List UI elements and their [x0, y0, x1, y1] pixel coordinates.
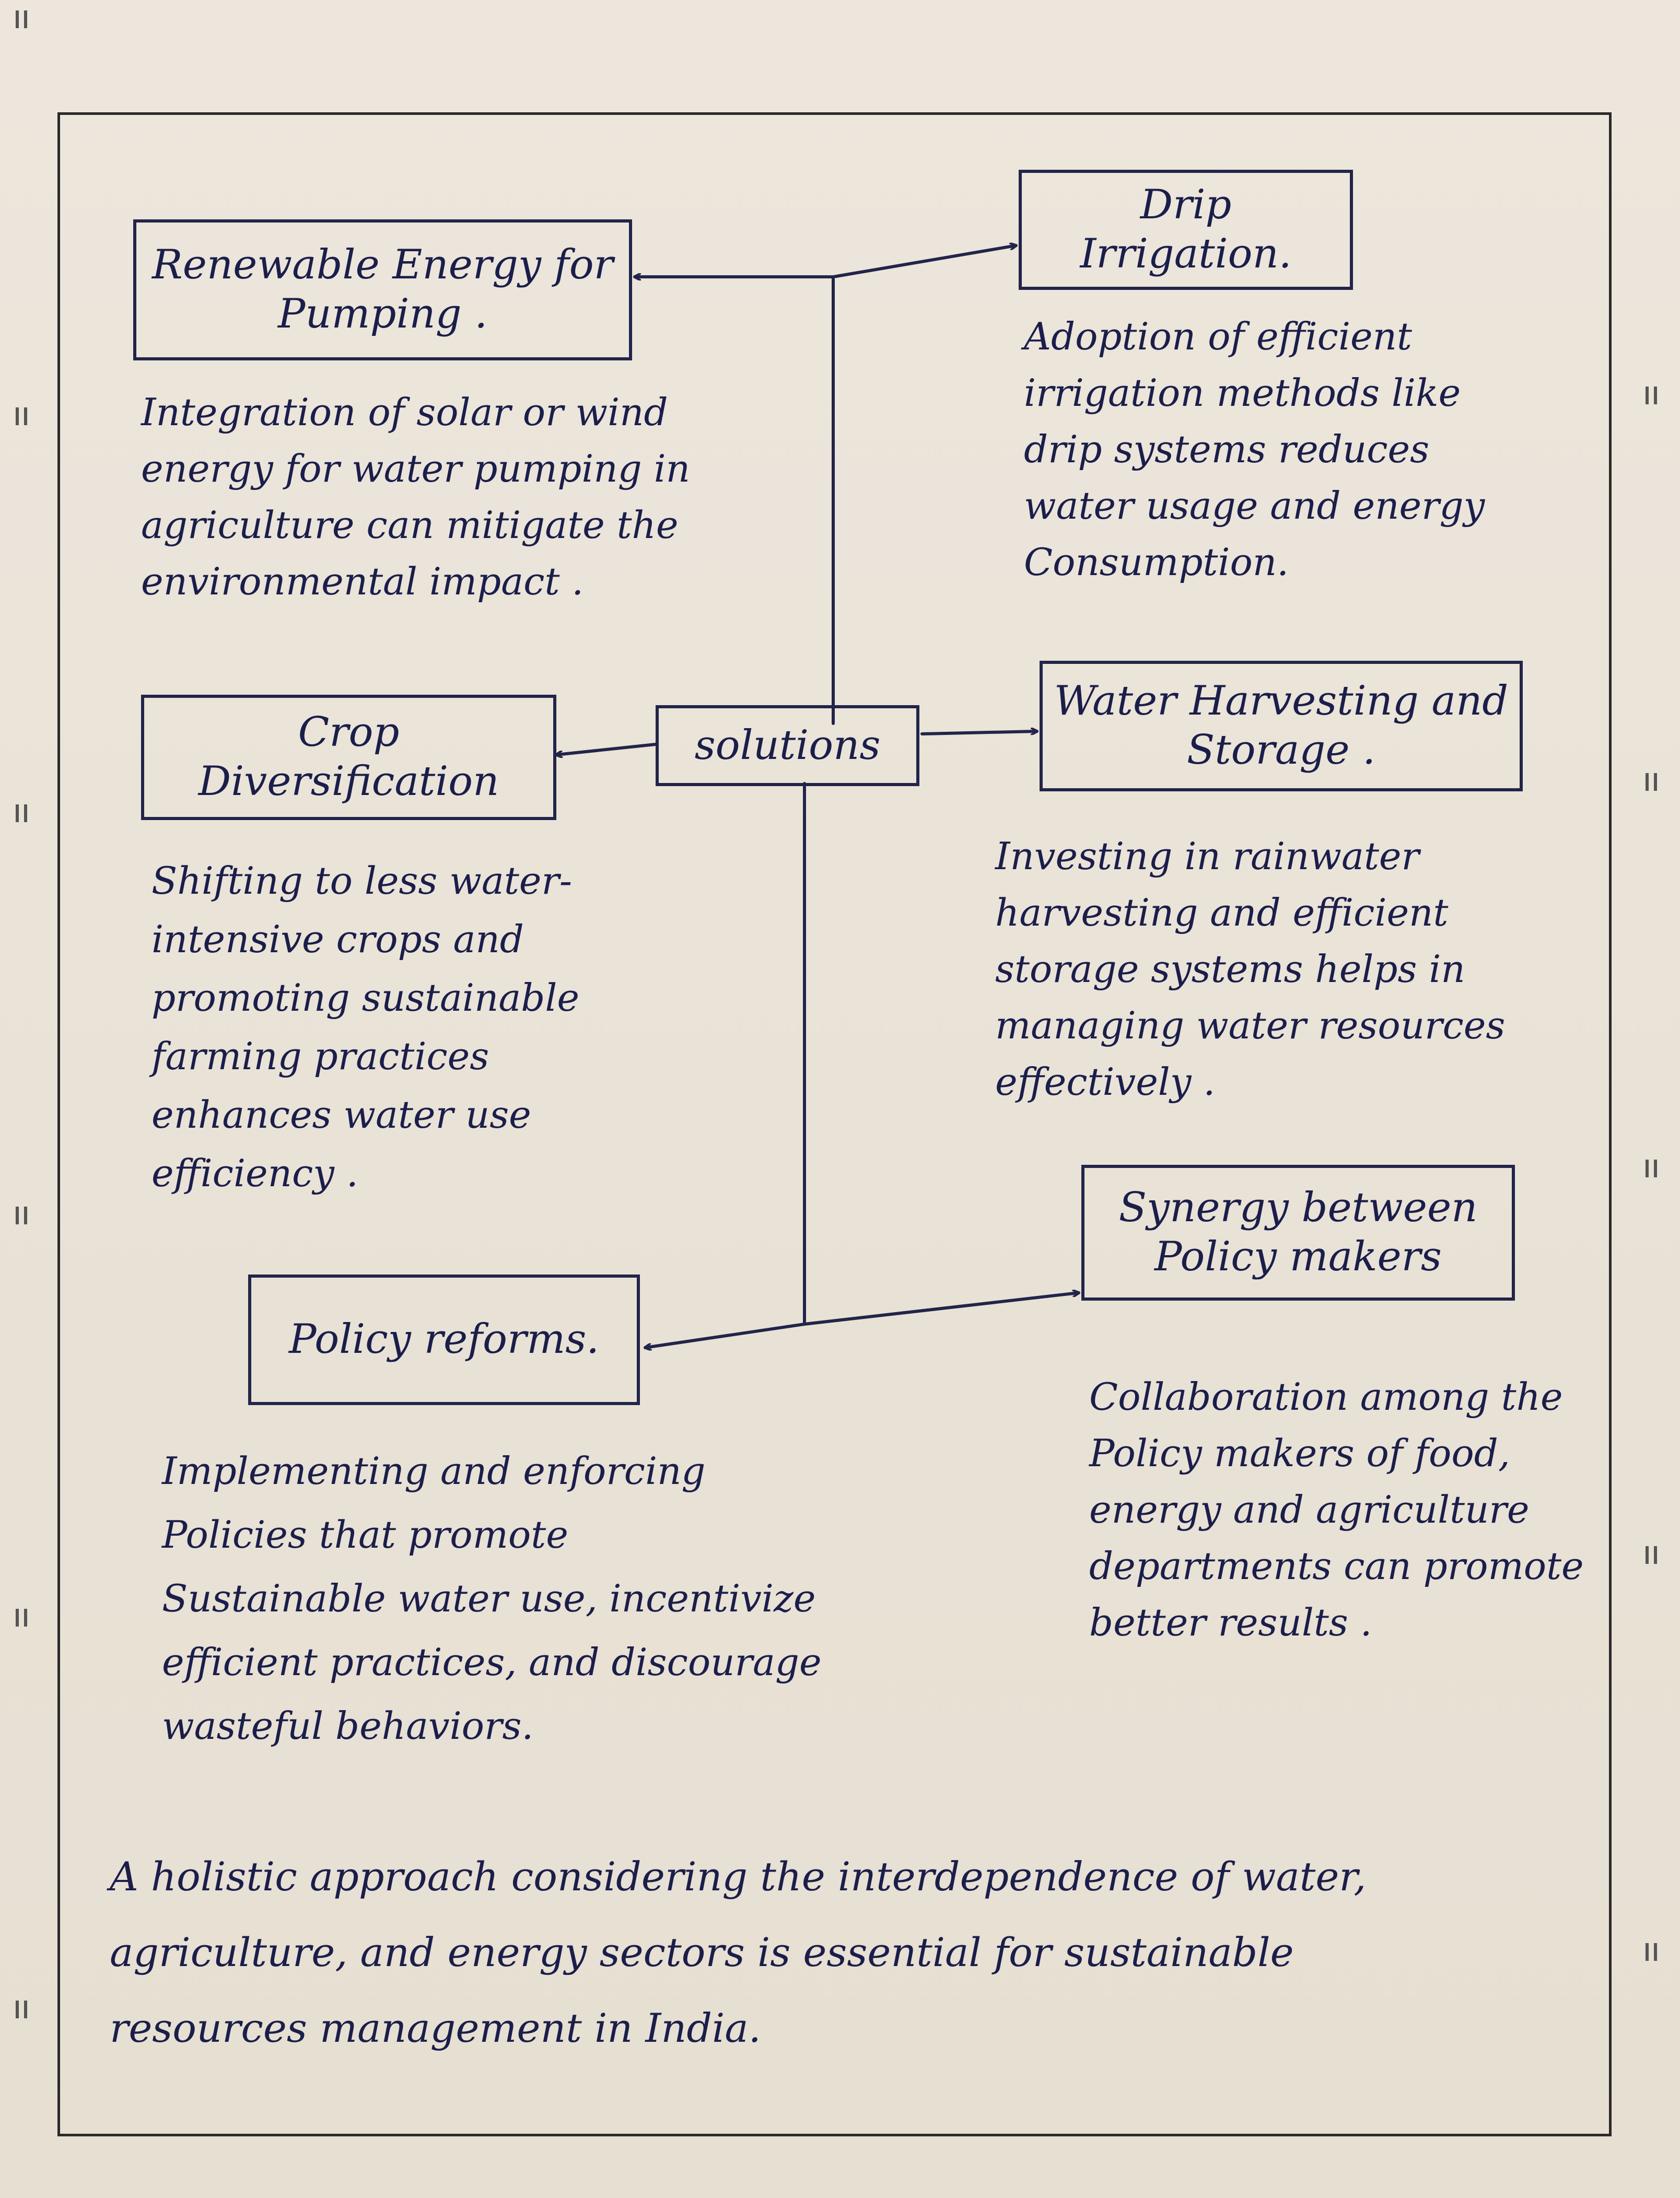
desc-line: Implementing and enforcing — [162, 1449, 706, 1493]
desc-synergy-policy-makers — [1089, 1369, 1584, 1651]
desc-line: storage systems helps in — [995, 947, 1465, 991]
desc-line: efficient practices, and discourage — [162, 1640, 822, 1684]
conclusion-line: agriculture, and energy sectors is essential for sustainable — [110, 1929, 1294, 1975]
conclusion-line: A holistic approach considering the interdependence of water, — [110, 1853, 1367, 1900]
conclusion-text — [110, 1839, 1366, 2066]
desc-line: environmental impact . — [141, 559, 584, 603]
desc-line: better results . — [1089, 1600, 1372, 1644]
node-water-harvesting — [1040, 661, 1523, 791]
node-title-line: Storage . — [1186, 727, 1376, 774]
node-renewable-energy — [133, 219, 632, 360]
desc-line: farming practices — [151, 1034, 489, 1078]
node-title-line: Pumping . — [277, 290, 488, 337]
desc-line: Sustainable water use, incentivize — [162, 1576, 816, 1620]
desc-policy-reforms — [162, 1439, 822, 1758]
desc-line: Policies that promote — [162, 1513, 568, 1557]
node-title-line: Renewable Energy for — [152, 241, 613, 289]
desc-renewable-energy — [141, 384, 690, 610]
desc-line: irrigation methods like — [1024, 371, 1461, 415]
desc-line: water usage and energy — [1024, 484, 1485, 528]
desc-line: drip systems reduces — [1024, 427, 1430, 471]
desc-line: Collaboration among the — [1089, 1375, 1563, 1419]
node-title-line: Policy reforms. — [288, 1316, 600, 1363]
desc-line: managing water resources — [995, 1003, 1506, 1047]
node-solutions-center — [656, 705, 919, 786]
desc-line: agriculture can mitigate the — [141, 503, 679, 547]
desc-line: Shifting to less water- — [151, 859, 573, 903]
desc-line: Policy makers of food, — [1089, 1431, 1510, 1475]
node-title-line: Synergy between — [1118, 1184, 1478, 1232]
desc-line: energy and agriculture — [1089, 1488, 1530, 1531]
desc-crop-diversification — [151, 851, 579, 1202]
node-policy-reforms — [248, 1275, 640, 1405]
desc-line: harvesting and efficient — [995, 891, 1449, 934]
desc-line: enhances water use — [151, 1093, 531, 1137]
node-title-line: Policy makers — [1154, 1233, 1442, 1280]
desc-line: Investing in rainwater — [995, 834, 1419, 878]
desc-line: intensive crops and — [151, 917, 524, 961]
center-label: solutions — [694, 721, 881, 769]
arrow-to-crop — [556, 744, 656, 755]
node-title-line: Drip Irrigation. — [1080, 181, 1292, 277]
node-title-line: Water Harvesting and — [1054, 677, 1509, 725]
desc-line: promoting sustainable — [151, 976, 579, 1020]
desc-line: effectively . — [995, 1060, 1216, 1104]
desc-water-harvesting — [995, 828, 1505, 1110]
node-crop-diversification — [141, 695, 556, 820]
arrow-to-synergy — [804, 1293, 1079, 1324]
conclusion-line: resources management in India. — [110, 2005, 761, 2051]
desc-line: Adoption of efficient — [1024, 314, 1412, 358]
desc-line: Consumption. — [1024, 540, 1289, 584]
node-title-line: Crop Diversification — [198, 709, 499, 805]
desc-line: wasteful behaviors. — [162, 1704, 534, 1748]
arrow-to-drip — [833, 245, 1016, 277]
desc-line: departments can promote — [1089, 1544, 1584, 1588]
desc-line: efficiency . — [151, 1151, 358, 1195]
desc-line: energy for water pumping in — [141, 447, 690, 490]
desc-drip-irrigation — [1024, 308, 1485, 590]
node-drip-irrigation — [1019, 170, 1353, 290]
arrow-to-policy — [645, 1324, 804, 1348]
desc-line: Integration of solar or wind — [141, 390, 668, 434]
arrow-to-harvesting — [922, 731, 1037, 734]
node-synergy-policy-makers — [1081, 1165, 1515, 1301]
